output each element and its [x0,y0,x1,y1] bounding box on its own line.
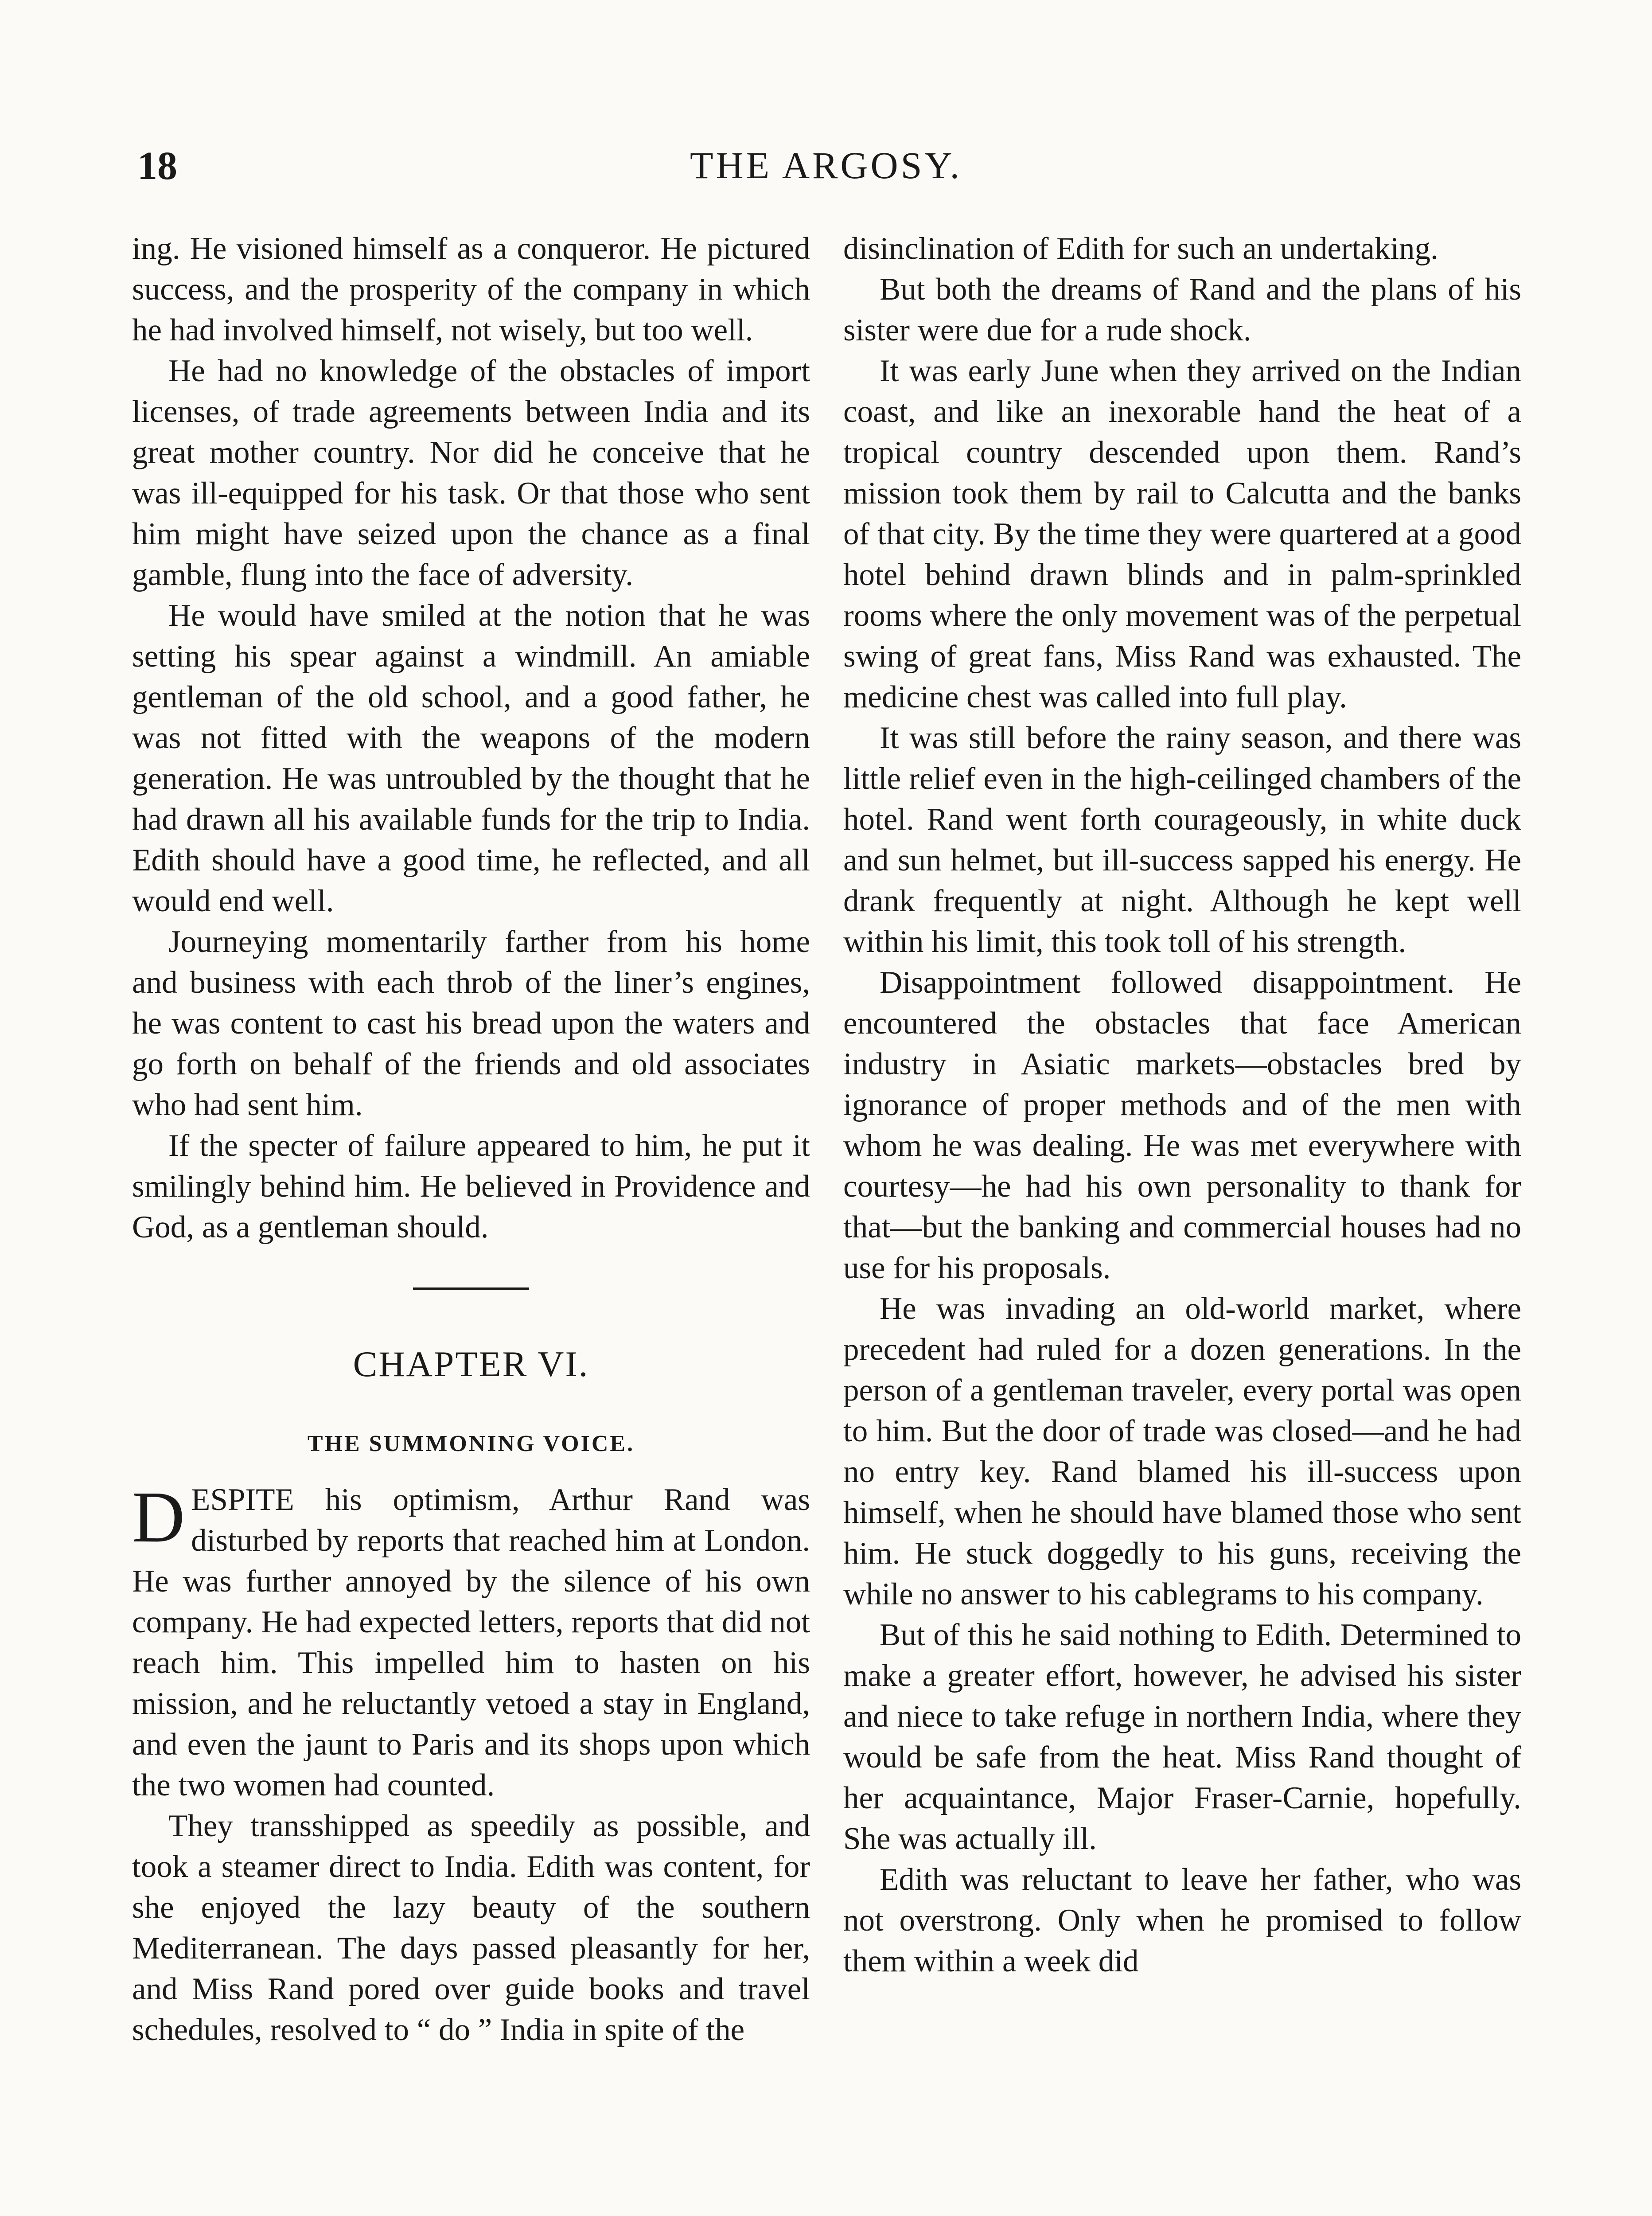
paragraph: They transshipped as speedily as possible, and took a steamer direct to India. Edith was content, for she enjoyed the lazy beauty of the southern Mediterranean. The days passed pleasantly for her, and Miss Rand pored over guide books and travel schedules, resolved to “ do ” India in spite of the [132,1809,810,2047]
paragraph: But of this he said nothing to Edith. Determined to make a greater effort, however, he advised his sister and niece to take refuge in northern India, where they would be safe from the heat. Miss Rand thought of her acquaintance, Major Fraser-Carnie, hopefully. She was actually ill. [843,1618,1521,1856]
paragraph: Edith was reluctant to leave her father, who was not overstrong. Only when he promised to follow them within a week did [843,1862,1521,1978]
paragraph: Journeying momentarily farther from his home and business with each throb of the liner’s engines, he was content to cast his bread upon the waters and go forth on behalf of the friends and old associates who had sent him. [132,925,810,1122]
paragraph: But both the dreams of Rand and the plans of his sister were due for a rude shock. [843,272,1521,347]
right-column [843,228,1521,1982]
page-number: 18 [137,144,177,188]
paragraph: He had no knowledge of the obstacles of import licenses, of trade agreements between India and its great mother country. Nor did he conceive that he was ill-equipped for his task. Or that those who sent him might have seized upon the chance as a final gamble, flung into the face of adversity. [132,354,810,592]
paragraph: It was still before the rainy season, and there was little relief even in the high-ceilinged chambers of the hotel. Rand went forth courageously, in white duck and sun helmet, but ill-success sapped his energy. He drank frequently at night. Although he kept well within his limit, this took toll of his strength. [843,721,1521,959]
running-head: THE ARGOSY. [690,144,962,187]
paragraph: disinclination of Edith for such an undertaking. [843,231,1438,266]
chapter-title: THE SUMMONING VOICE. [307,1431,635,1456]
paragraph: He was invading an old-world market, where precedent had ruled for a dozen generations. In the person of a gentleman traveler, every portal was open to him. But the door of trade was closed—and he had no entry key. Rand blamed his ill-success upon himself, when he should have blamed those who sent him. He stuck doggedly to his guns, receiving the while no answer to his cablegrams to his company. [843,1291,1521,1611]
drop-cap: D [132,1476,185,1557]
paragraph: He would have smiled at the notion that he was setting his spear against a windmill. An amiable gentleman of the old school, and a good father, he was not fitted with the weapons of the modern generation. He was untroubled by the thought that he had drawn all his available funds for the trip to India. Edith should have a good time, he reflected, and all would end well. [132,598,810,918]
opening-paragraph-text: ESPITE his optimism, Arthur Rand was disturbed by reports that reached him at London. He was further annoyed by the silence of his own company. He had expected letters, reports that did not reach him. This impelled him to hasten on his mission, and he reluctantly vetoed a stay in England, and even the jaunt to Paris and its shops upon which the two women had counted. [132,1483,810,1802]
paragraph: It was early June when they arrived on the Indian coast, and like an inexorable hand the heat of a tropical country descended upon them. Rand’s mission took them by rail to Calcutta and the banks of that city. By the time they were quartered at a good hotel behind drawn blinds and in palm-sprinkled rooms where the only movement was of the perpetual swing of great fans, Miss Rand was exhausted. The medicine chest was called into full play. [843,354,1521,714]
paragraph: Disappointment followed disappointment. He encountered the obstacles that face American industry in Asiatic markets—obstacles bred by ignorance of proper methods and of the men with whom he was dealing. He was met everywhere with courtesy—he had his own personality to thank for that—but the banking and commercial houses had no use for his proposals. [843,965,1521,1285]
opening-paragraph [132,1476,810,1806]
paragraph: ing. He visioned himself as a conqueror. He pictured success, and the prosperity of the company in which he had involved himself, not wisely, but too well. [132,231,810,347]
paragraph: If the specter of failure appeared to him, he put it smilingly behind him. He believed in Providence and God, as a gentleman should. [132,1128,810,1245]
left-column [132,228,810,2050]
section-divider [413,1287,529,1290]
chapter-heading: CHAPTER VI. [353,1344,589,1384]
